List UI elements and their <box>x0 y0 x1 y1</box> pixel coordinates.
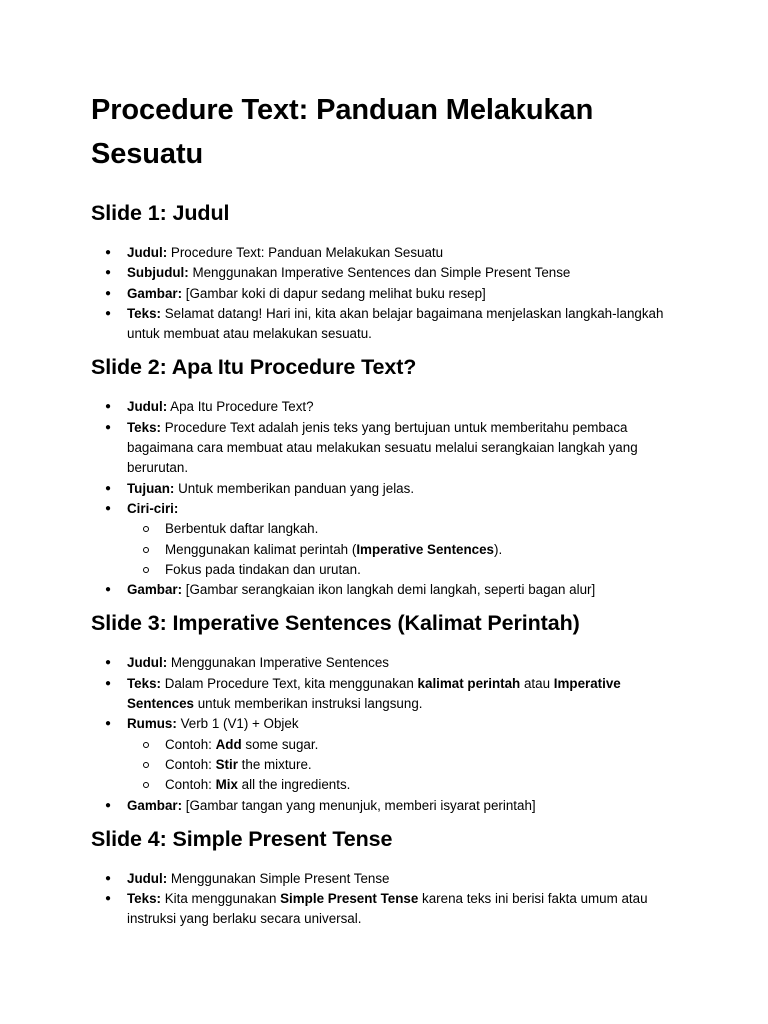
slide-3-section <box>91 607 691 815</box>
bullet-icon: ● <box>105 872 112 884</box>
list-item <box>91 418 691 479</box>
slide-1-section <box>91 197 691 344</box>
sublist-item <box>127 560 691 580</box>
bullet-icon: ● <box>105 502 112 514</box>
slide-2-heading: Slide 2: Apa Itu Procedure Text? <box>91 355 417 380</box>
contoh-sublist <box>127 735 691 796</box>
hollow-bullet-icon <box>143 742 149 748</box>
bullet-icon: ● <box>105 482 112 494</box>
list-item <box>91 263 691 283</box>
item-text: [Gambar koki di dapur sedang melihat buku resep] <box>182 285 486 301</box>
sub-text-bold: Mix <box>215 777 238 793</box>
item-text: Menggunakan Imperative Sentences <box>167 655 390 671</box>
item-text: Untuk memberikan panduan yang jelas. <box>174 480 415 496</box>
list-item <box>91 304 691 345</box>
slide-3-list <box>91 653 691 815</box>
bullet-icon: ● <box>105 307 112 319</box>
item-text: Apa Itu Procedure Text? <box>167 399 314 415</box>
item-text: karena teks ini berisi fakta umum atau instruksi yang berlaku secara universal. <box>127 891 648 927</box>
document-page <box>91 88 691 937</box>
item-text: untuk memberikan instruksi langsung. <box>194 696 423 712</box>
sub-text-pre: Berbentuk daftar langkah. <box>165 521 319 537</box>
ciri-ciri-sublist <box>127 519 691 580</box>
item-label: Gambar: <box>127 797 183 813</box>
item-text: Procedure Text: Panduan Melakukan Sesuatu <box>167 245 444 260</box>
sublist-item <box>127 540 691 560</box>
item-text: Dalam Procedure Text, kita menggunakan <box>161 675 418 691</box>
item-label: Gambar: <box>127 582 183 598</box>
sub-text-bold: Imperative Sentences <box>356 541 495 557</box>
bullet-icon: ● <box>105 287 112 299</box>
slide-1-heading: Slide 1: Judul <box>91 201 230 225</box>
list-item <box>91 889 691 930</box>
item-label: Tujuan: <box>127 480 175 496</box>
item-text: atau <box>520 675 554 691</box>
item-text: Kita menggunakan <box>161 891 281 907</box>
item-text-bold: Imperative Sentences <box>127 675 621 712</box>
list-item <box>91 869 691 889</box>
item-text: Verb 1 (V1) + Objek <box>176 716 299 732</box>
item-label: Teks: <box>127 305 161 321</box>
item-text: Menggunakan Imperative Sentences dan Simple Present Tense <box>188 265 571 281</box>
sub-text-pre: Menggunakan kalimat perintah ( <box>165 541 357 557</box>
slide-2-list <box>91 397 691 600</box>
sub-text-pre: Contoh: <box>165 756 216 772</box>
slide-2-section <box>91 351 691 600</box>
slide-4-heading: Slide 4: Simple Present Tense <box>91 826 393 851</box>
sub-text-post: ). <box>494 541 503 557</box>
sub-text-post: all the ingredients. <box>237 777 351 793</box>
sub-text-bold: Stir <box>215 756 238 772</box>
item-label: Ciri-ciri: <box>127 500 179 516</box>
item-text-bold: kalimat perintah <box>417 675 521 691</box>
slide-4-section <box>91 823 691 930</box>
list-item <box>91 499 691 580</box>
bullet-icon: ● <box>105 799 112 811</box>
list-item <box>91 284 691 304</box>
bullet-icon: ● <box>105 677 112 689</box>
bullet-icon: ● <box>105 718 112 730</box>
item-label: Judul: <box>127 399 168 415</box>
item-label: Judul: <box>127 870 168 886</box>
slide-3-heading: Slide 3: Imperative Sentences (Kalimat Perintah) <box>91 611 580 636</box>
hollow-bullet-icon <box>143 547 149 553</box>
item-text: Menggunakan Simple Present Tense <box>167 870 390 886</box>
sublist-item <box>127 519 691 539</box>
document-title: Procedure Text: Panduan Melakukan Sesuatu <box>91 94 594 170</box>
item-text: [Gambar tangan yang menunjuk, memberi isyarat perintah] <box>182 797 536 813</box>
bullet-icon: ● <box>105 584 112 596</box>
list-item <box>91 714 691 795</box>
item-text: [Gambar serangkaian ikon langkah demi langkah, seperti bagan alur] <box>182 582 596 598</box>
list-item <box>91 653 691 673</box>
item-label: Rumus: <box>127 716 177 732</box>
list-item <box>91 580 691 600</box>
list-item <box>91 674 691 715</box>
list-item <box>91 397 691 417</box>
item-label: Judul: <box>127 655 168 671</box>
slide-4-list <box>91 869 691 930</box>
item-text-bold: Simple Present Tense <box>280 891 419 907</box>
hollow-bullet-icon <box>143 526 149 532</box>
item-text: Selamat datang! Hari ini, kita akan belajar bagaimana menjelaskan langkah-langkah untuk membuat atau melakukan sesuatu. <box>127 305 664 342</box>
list-item <box>91 796 691 816</box>
bullet-icon: ● <box>105 893 112 905</box>
bullet-icon: ● <box>105 401 112 413</box>
item-label: Gambar: <box>127 285 183 301</box>
item-text: Procedure Text adalah jenis teks yang bertujuan untuk memberitahu pembaca bagaimana cara membuat atau melakukan sesuatu melalui serangkaian langkah yang berurutan. <box>127 419 638 476</box>
bullet-icon: ● <box>105 267 112 279</box>
sub-text-post: some sugar. <box>241 736 319 752</box>
sublist-item <box>127 735 691 755</box>
item-label: Subjudul: <box>127 265 189 281</box>
slide-1-list <box>91 243 691 344</box>
sub-text-bold: Add <box>215 736 242 752</box>
sublist-item <box>127 755 691 775</box>
item-label: Teks: <box>127 675 161 691</box>
item-label: Teks: <box>127 419 161 435</box>
item-label: Judul: <box>127 245 168 260</box>
sub-text-pre: Contoh: <box>165 777 216 793</box>
bullet-icon: ● <box>105 657 112 669</box>
item-label: Teks: <box>127 891 161 907</box>
hollow-bullet-icon <box>143 567 149 573</box>
sub-text-post: the mixture. <box>237 756 312 772</box>
bullet-icon: ● <box>105 421 112 433</box>
list-item <box>91 243 691 263</box>
hollow-bullet-icon <box>143 782 149 788</box>
sub-text-pre: Contoh: <box>165 736 216 752</box>
hollow-bullet-icon <box>143 762 149 768</box>
sub-text-pre: Fokus pada tindakan dan urutan. <box>165 561 361 577</box>
bullet-icon: ● <box>105 247 112 258</box>
list-item <box>91 479 691 499</box>
sublist-item <box>127 775 691 795</box>
